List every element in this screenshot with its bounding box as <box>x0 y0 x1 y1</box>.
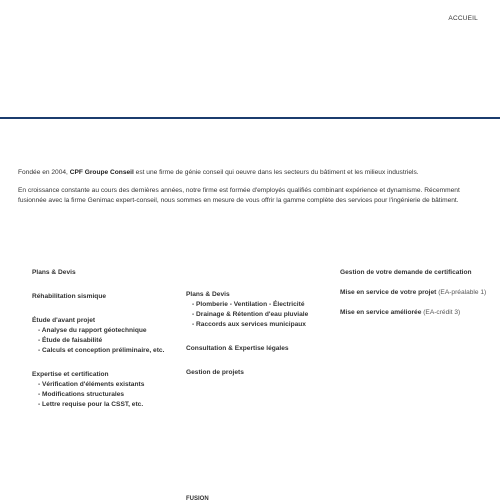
service-sub-item: - Raccords aux services municipaux <box>192 321 306 328</box>
intro-prefix: Fondée en 2004, <box>18 169 70 176</box>
footer-fusion-label: FUSION <box>186 496 209 502</box>
intro-section <box>18 168 484 214</box>
service-consultation-expertise: Consultation & Expertise légales <box>186 345 289 352</box>
intro-paragraph-2: En croissance constante au cours des dernières années, notre firme est formée d'employés qualifiés combinant expérience et dynamisme. Récemment fusionnée avec la firme Genimac expert-conseil, nous sommes en mesure de vous offrir la gamme complète des services pour l'ingénierie de bâtiment. <box>18 187 460 204</box>
service-plans-devis: Plans & Devis <box>32 269 76 276</box>
company-name: CPF Groupe Conseil <box>69 169 134 176</box>
service-sub-item: - Lettre requise pour la CSST, etc. <box>38 401 144 408</box>
service-sub-item: - Modifications structurales <box>38 391 125 398</box>
services-column-mechanical <box>186 290 336 378</box>
header-divider <box>0 117 500 119</box>
mise-amelioree-note: (EA-crédit 3) <box>423 309 461 316</box>
service-rehabilitation-sismique: Réhabilitation sismique <box>32 293 107 300</box>
service-sub-item: - Drainage & Rétention d'eau pluviale <box>192 311 309 318</box>
header <box>0 0 500 118</box>
service-gestion-certification: Gestion de votre demande de certification <box>340 269 472 276</box>
mise-amelioree-label: Mise en service améliorée <box>340 309 422 316</box>
service-plans-devis-meca: Plans & Devis <box>186 291 230 298</box>
service-sub-item: - Analyse du rapport géotechnique <box>38 327 147 334</box>
services-column-structure <box>32 268 192 410</box>
nav-link-accueil[interactable]: ACCUEIL <box>448 15 478 22</box>
service-mise-en-service-amelioree <box>340 308 490 318</box>
service-gestion-projets: Gestion de projets <box>186 369 244 376</box>
service-sub-item: - Vérification d'éléments existants <box>38 381 145 388</box>
service-sub-item: - Calculs et conception préliminaire, etc. <box>38 347 165 354</box>
mise-en-service-note: (EA-préalable 1) <box>438 289 487 296</box>
service-sub-item: - Plomberie - Ventilation - Électricité <box>192 301 305 308</box>
service-expertise-certification: Expertise et certification <box>32 371 109 378</box>
intro-suffix: est une firme de génie conseil qui oeuvre dans les secteurs du bâtiment et les milieux industriels. <box>133 169 419 176</box>
service-etude-avant-projet: Étude d'avant projet <box>32 317 96 324</box>
services-column-certification <box>340 268 490 318</box>
service-sub-item: - Étude de faisabilité <box>38 337 103 344</box>
mise-en-service-label: Mise en service de votre projet <box>340 289 437 296</box>
intro-paragraph-1 <box>18 168 484 178</box>
service-mise-en-service <box>340 288 490 298</box>
